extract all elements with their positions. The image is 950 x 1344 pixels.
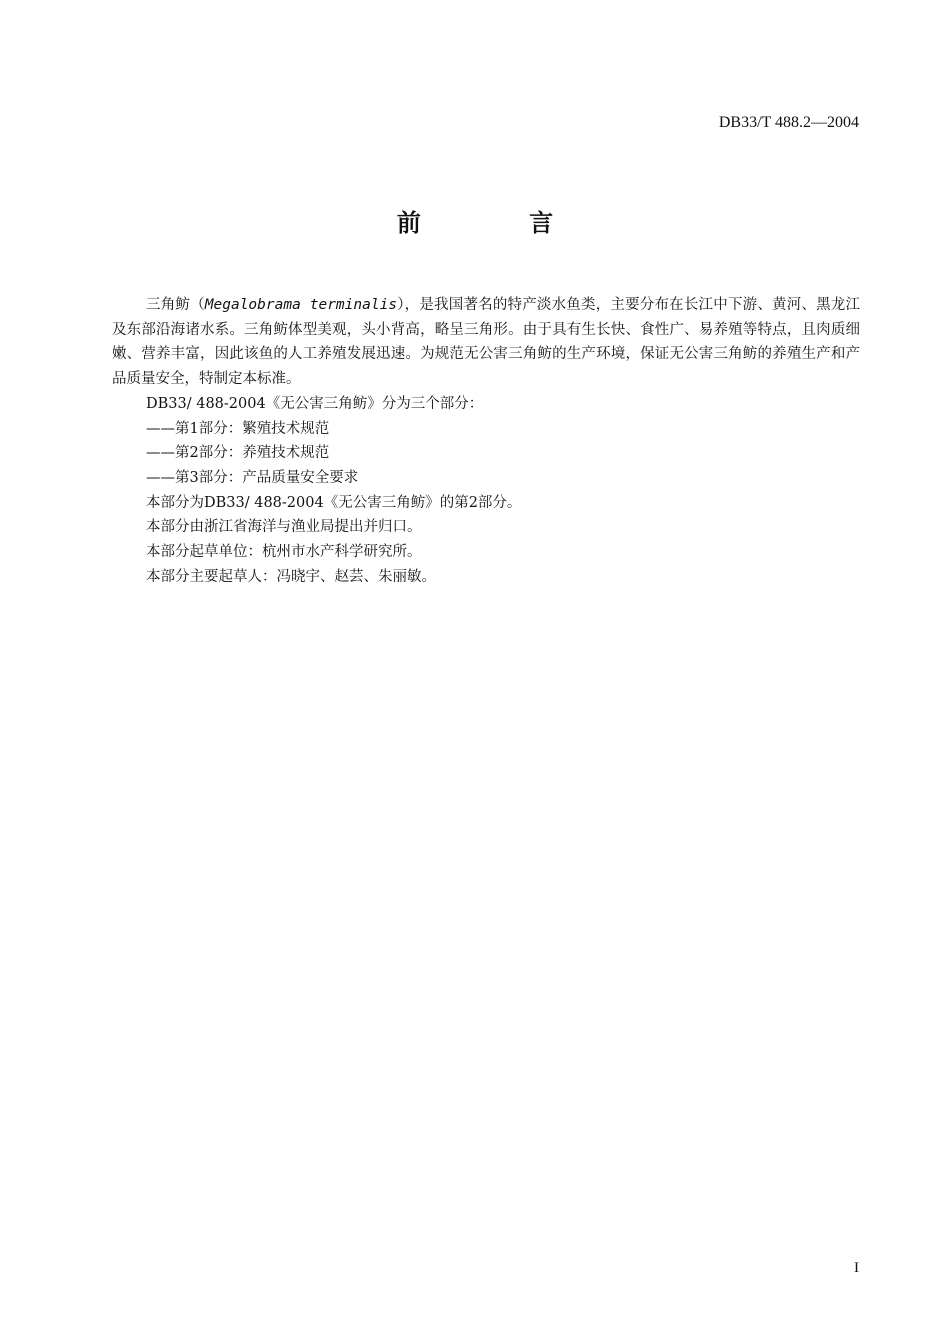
part-2-item: ——第2部分：养殖技术规范 xyxy=(146,445,330,462)
part-3-item: ——第3部分：产品质量安全要求 xyxy=(146,469,359,486)
part-1-item: ——第1部分：繁殖技术规范 xyxy=(146,420,330,437)
drafters-statement: 本部分主要起草人：冯晓宇、赵芸、朱丽敏。 xyxy=(146,568,436,585)
standard-code: DB33/T 488.2—2004 xyxy=(718,114,859,131)
intro-rest: ），是我国著名的特产淡水鱼类，主要分布在长江中下游、黄河、黑龙江及东部沿海诸水系。三角鲂体型美观，头小背高，略呈三角形。由于具有生长快、食性广、易养殖等特点，且肉质细嫩、营养丰富，因此该鱼的人工养殖发展迅速。为规范无公害三角鲂的生产环境，保证无公害三角鲂的养殖生产和产品质量安全，特制定本标准。 xyxy=(112,297,860,388)
intro-lead: 三角鲂（ xyxy=(146,297,205,313)
proposer-statement: 本部分由浙江省海洋与渔业局提出并归口。 xyxy=(146,519,422,536)
page-number: I xyxy=(854,1260,859,1276)
parts-statement: DB33/ 488-2004《无公害三角鲂》分为三个部分： xyxy=(146,395,484,412)
latin-species-name: Megalobrama terminalis xyxy=(204,297,398,313)
drafting-unit-statement: 本部分起草单位：杭州市水产科学研究所。 xyxy=(146,544,422,561)
page-title: 前 言 xyxy=(396,209,604,237)
foreword-body xyxy=(112,293,860,589)
intro-paragraph xyxy=(112,293,860,392)
this-part-statement: 本部分为DB33/ 488-2004《无公害三角鲂》的第2部分。 xyxy=(146,494,522,511)
